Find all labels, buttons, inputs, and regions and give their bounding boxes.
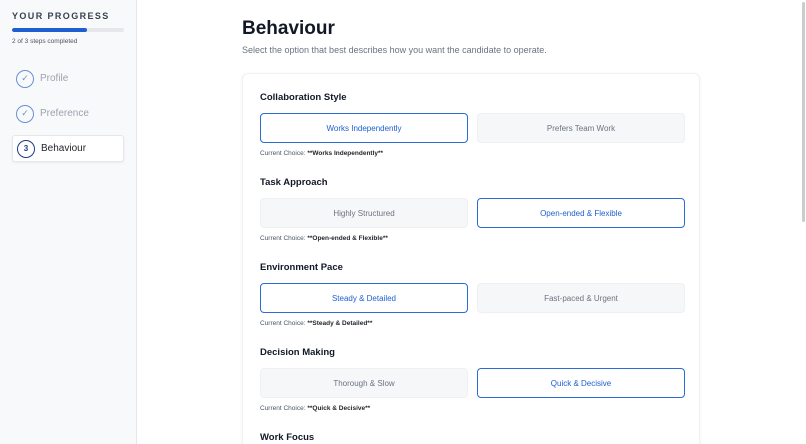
current-choice-label: Current Choice: [260, 320, 308, 327]
section-task-approach [260, 177, 685, 242]
page-subtitle: Select the option that best describes how you want the candidate to operate. [242, 45, 547, 55]
check-icon: ✓ [16, 105, 34, 123]
step-label: Behaviour [41, 143, 87, 154]
option-highly-structured[interactable]: Highly Structured [260, 198, 468, 228]
step-label: Preference [40, 108, 89, 119]
current-choice [260, 405, 685, 412]
progress-bar [12, 28, 124, 32]
progress-bar-fill [12, 28, 87, 32]
option-prefers-team-work[interactable]: Prefers Team Work [477, 113, 685, 143]
scrollbar[interactable] [802, 2, 805, 222]
section-title: Decision Making [260, 347, 335, 358]
current-choice [260, 235, 685, 242]
section-title: Task Approach [260, 177, 328, 188]
option-thorough-slow[interactable]: Thorough & Slow [260, 368, 468, 398]
section-decision-making [260, 347, 685, 412]
current-choice-label: Current Choice: [260, 235, 308, 242]
option-open-ended-flexible[interactable]: Open-ended & Flexible [477, 198, 685, 228]
current-choice-value: **Quick & Decisive** [307, 405, 371, 412]
current-choice-value: **Works Independently** [307, 150, 384, 157]
check-icon: ✓ [16, 70, 34, 88]
option-group [260, 368, 685, 398]
option-group [260, 283, 685, 313]
option-group [260, 113, 685, 143]
page-title: Behaviour [242, 18, 335, 39]
behaviour-form-card [242, 73, 700, 444]
section-title: Environment Pace [260, 262, 343, 273]
section-title: Collaboration Style [260, 92, 347, 103]
section-work-focus [260, 432, 685, 443]
section-title: Work Focus [260, 432, 315, 443]
current-choice-label: Current Choice: [260, 405, 308, 412]
option-steady-detailed[interactable]: Steady & Detailed [260, 283, 468, 313]
section-collaboration-style [260, 92, 685, 157]
current-choice-value: **Steady & Detailed** [307, 320, 373, 327]
current-choice-label: Current Choice: [260, 150, 308, 157]
steps-list [12, 65, 124, 162]
option-quick-decisive[interactable]: Quick & Decisive [477, 368, 685, 398]
step-profile[interactable] [12, 65, 124, 92]
current-choice [260, 320, 685, 327]
progress-text: 2 of 3 steps completed [12, 38, 78, 45]
current-choice [260, 150, 685, 157]
sidebar [0, 0, 137, 444]
step-behaviour[interactable] [12, 135, 124, 162]
option-fast-paced-urgent[interactable]: Fast-paced & Urgent [477, 283, 685, 313]
section-environment-pace [260, 262, 685, 327]
option-group [260, 198, 685, 228]
step-number: 3 [17, 140, 35, 158]
step-label: Profile [40, 73, 69, 84]
step-preference[interactable] [12, 100, 124, 127]
current-choice-value: **Open-ended & Flexible** [307, 235, 388, 242]
progress-title: YOUR PROGRESS [12, 11, 110, 21]
main-content [138, 0, 806, 444]
option-works-independently[interactable]: Works Independently [260, 113, 468, 143]
